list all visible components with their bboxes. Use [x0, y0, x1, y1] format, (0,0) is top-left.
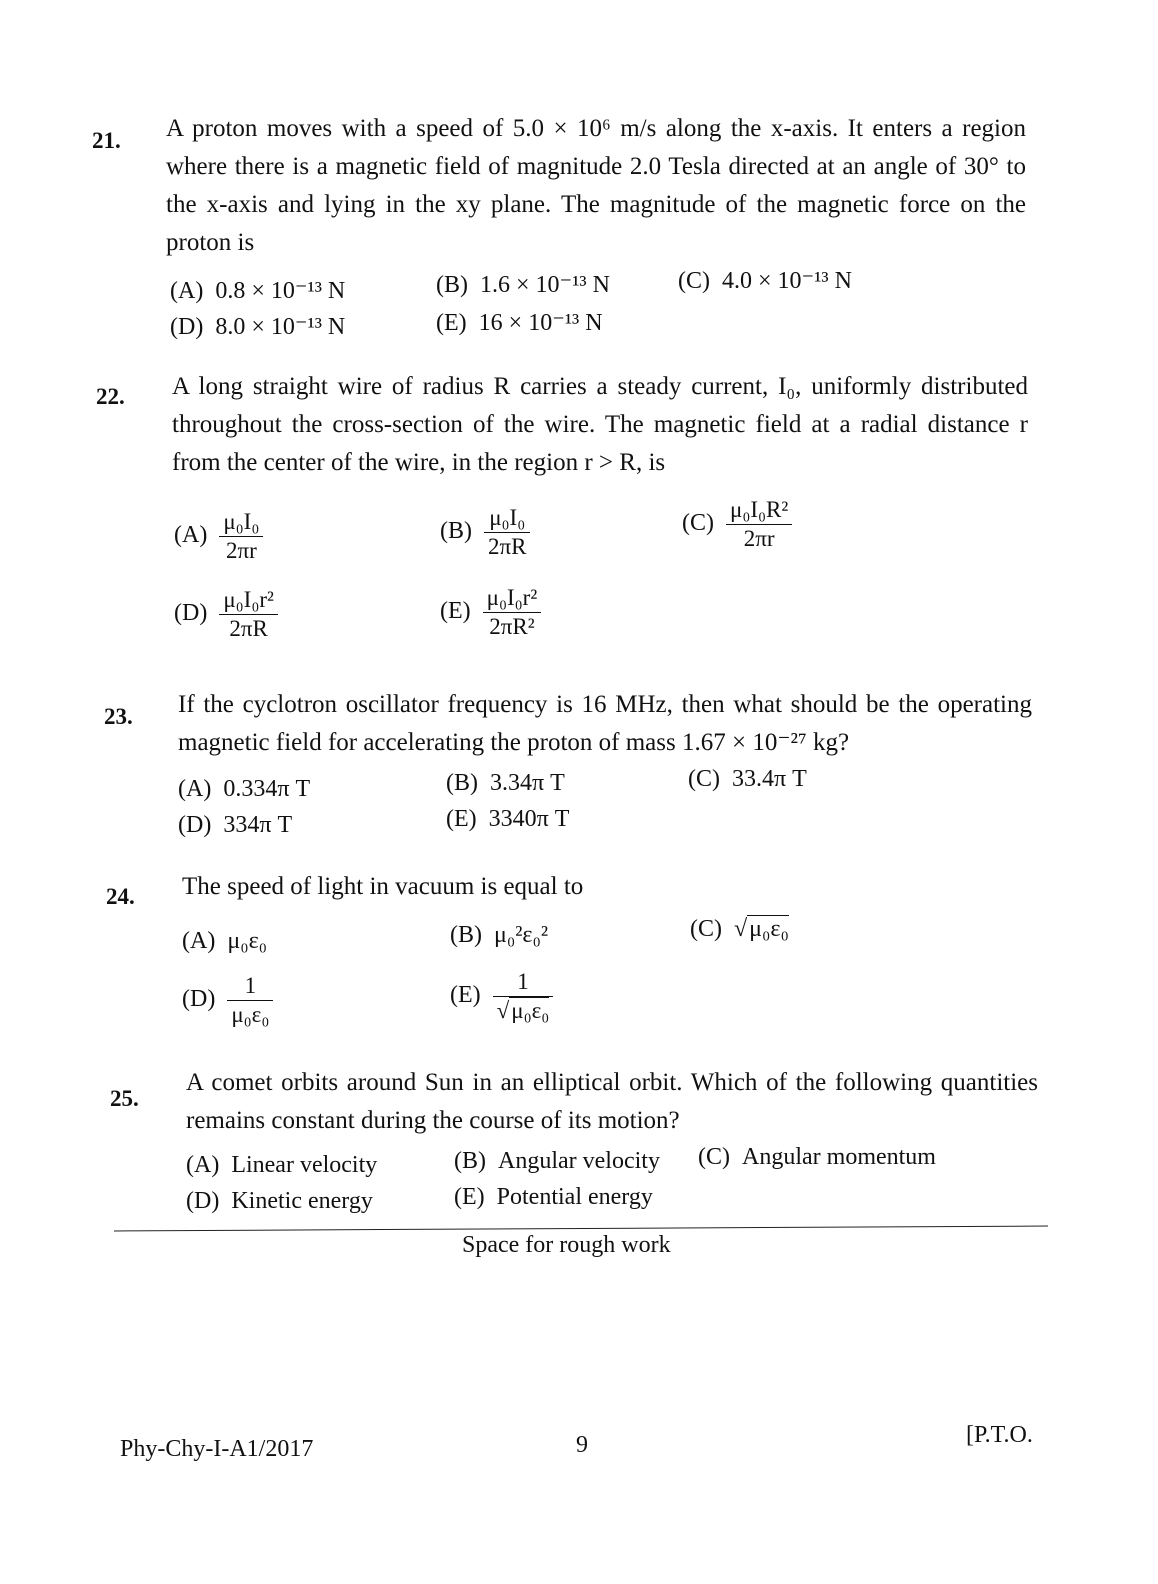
question-number: 25.	[110, 1086, 139, 1111]
option-b: (B) Angular velocity	[454, 1148, 660, 1174]
fraction: $\frac{\text{μ₀I₀}}{2\pi r}$	[219, 508, 263, 565]
option-e: (E) 16 × 10⁻¹³ N	[436, 310, 603, 336]
pto-label: [P.T.O.	[966, 1422, 1033, 1448]
option-e: (E) $\frac{\text{μ₀I₀r²}}{\text{2πR²}}$	[440, 584, 541, 641]
option-e: (E) 3340π T	[446, 806, 570, 832]
question-number: 23.	[104, 704, 133, 729]
question-stem: A long straight wire of radius R carries a steady current, I₀, uniformly distributed throughout the cross-section of the wire. The magnetic field at a radial distance r from the center of the wire, in the region r > R, is	[172, 373, 1028, 476]
option-d: (D) 8.0 × 10⁻¹³ N	[170, 314, 346, 340]
option-d: (D) Kinetic energy	[186, 1188, 373, 1214]
option-d: (D) 334π T	[178, 812, 293, 838]
option-b: (B) 1.6 × 10⁻¹³ N	[436, 272, 610, 298]
option-a: (A) μ₀ε₀	[182, 928, 268, 954]
fraction: $\frac{\text{μ₀I₀r²}}{2\pi R}$	[219, 586, 278, 643]
option-d: (D) $\frac{1}{\text{μ₀ε₀}}$	[182, 972, 273, 1029]
question-number: 22.	[96, 384, 125, 409]
option-e: (E) $\frac{1}{\text{√μ₀ε₀}}$	[450, 968, 553, 1025]
page-number: 9	[576, 1432, 588, 1458]
question-stem: A comet orbits around Sun in an elliptical orbit. Which of the following quantities remains constant during the course of its motion?	[186, 1069, 1038, 1134]
fraction: $\frac{\text{μ₀I₀r²}}{\text{2πR²}}$	[483, 584, 542, 641]
paper-code: Phy-Chy-I-A1/2017	[120, 1436, 314, 1462]
option-a: (A) Linear velocity	[186, 1152, 378, 1178]
divider-line	[114, 1226, 1048, 1232]
option-b: (B) 3.34π T	[446, 770, 565, 796]
question-number: 24.	[106, 884, 135, 909]
option-b: (B) $\frac{\text{μ₀I₀}}{2\pi R}$	[440, 504, 530, 561]
question-stem: A proton moves with a speed of 5.0 × 10⁶ m/s along the x-axis. It enters a region where there is a magnetic field of magnitude 2.0 Tesla directed at an angle of 30° to the x-axis and lying in the xy plane. The magnitude of the magnetic force on the proton is	[166, 115, 1026, 256]
option-a: (A) $\frac{\text{μ₀I₀}}{2\pi r}$	[174, 508, 263, 565]
option-b: (B) μ₀²ε₀²	[450, 922, 549, 948]
option-e: (E) Potential energy	[454, 1184, 653, 1210]
sqrt-icon: √	[734, 916, 748, 942]
question-number: 21.	[92, 128, 121, 153]
option-c: (C) $\frac{\text{μ₀I₀R²}}{2\pi r}$	[682, 496, 792, 553]
option-c: (C) √μ₀ε₀	[690, 916, 789, 942]
option-c: (C) 4.0 × 10⁻¹³ N	[678, 268, 852, 294]
rough-work-label: Space for rough work	[462, 1232, 671, 1258]
option-c: (C) 33.4π T	[688, 766, 807, 792]
question-stem: If the cyclotron oscillator frequency is 16 MHz, then what should be the operating magnetic field for accelerating the proton of mass 1.67 × 10⁻²⁷ kg?	[178, 691, 1032, 756]
option-c: (C) Angular momentum	[698, 1144, 936, 1170]
question-stem: The speed of light in vacuum is equal to	[182, 873, 584, 900]
sqrt-icon: √	[496, 998, 510, 1023]
fraction: $\frac{1}{\text{√μ₀ε₀}}$	[493, 968, 554, 1025]
option-a: (A) 0.8 × 10⁻¹³ N	[170, 278, 346, 304]
option-a: (A) 0.334π T	[178, 776, 311, 802]
option-d: (D) $\frac{\text{μ₀I₀r²}}{2\pi R}$	[174, 586, 278, 643]
fraction: $\frac{\text{μ₀I₀R²}}{2\pi r}$	[726, 496, 792, 553]
fraction: $\frac{\text{μ₀I₀}}{2\pi R}$	[484, 504, 530, 561]
fraction: $\frac{1}{\text{μ₀ε₀}}$	[227, 972, 273, 1029]
